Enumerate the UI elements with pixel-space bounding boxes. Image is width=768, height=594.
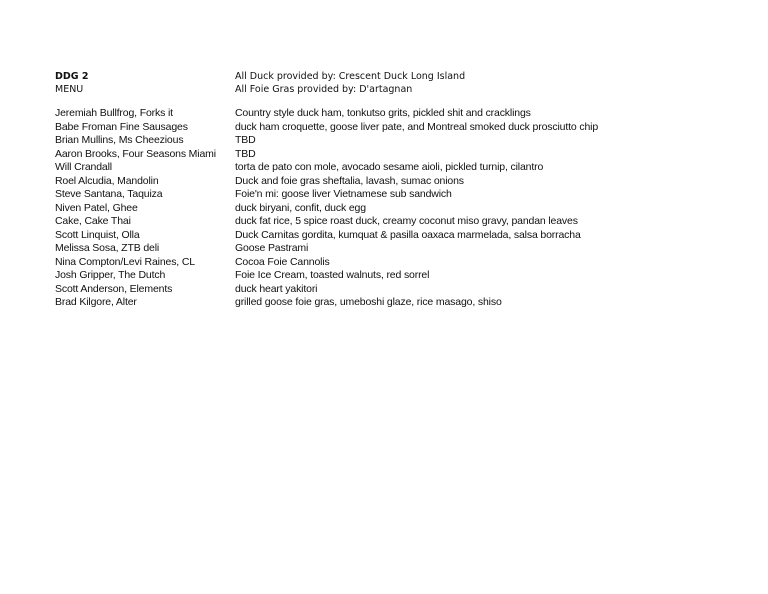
- dish-description: Cocoa Foie Cannolis: [235, 255, 330, 268]
- dish-description: Foie'n mi: goose liver Vietnamese sub sandwich: [235, 188, 452, 200]
- dish-description: torta de pato con mole, avocado sesame aioli, pickled turnip, cilantro: [235, 161, 544, 173]
- chef-name: Brian Mullins, Ms Cheezious: [55, 134, 184, 146]
- chef-name: Cake, Cake Thai: [55, 215, 131, 227]
- menu-row: [55, 107, 745, 121]
- menu-row: [55, 202, 745, 216]
- dish-description: Country style duck ham, tonkutso grits, pickled shit and cracklings: [235, 107, 531, 119]
- dish-description: duck ham croquette, goose liver pate, and Montreal smoked duck prosciutto chip: [235, 120, 599, 133]
- chef-name: Aaron Brooks, Four Seasons Miami: [55, 147, 216, 160]
- chef-name: Scott Anderson, Elements: [55, 282, 173, 295]
- chef-name: Will Crandall: [55, 161, 112, 173]
- menu-row: [55, 283, 745, 297]
- dish-description: TBD: [235, 134, 256, 146]
- chef-name: Roel Alcudia, Mandolin: [55, 174, 159, 187]
- menu-row: [55, 242, 745, 256]
- chef-name: Jeremiah Bullfrog, Forks it: [55, 107, 173, 119]
- menu-row: [55, 296, 745, 310]
- dish-description: Foie Ice Cream, toasted walnuts, red sorrel: [235, 269, 430, 281]
- menu-row: [55, 148, 745, 162]
- event-title: DDG 2: [55, 71, 89, 82]
- menu-row: [55, 121, 745, 135]
- duck-credit: All Duck provided by: Crescent Duck Long Island: [235, 71, 466, 82]
- chef-name: Nina Compton/Levi Raines, CL: [55, 255, 195, 268]
- menu-row: [55, 134, 745, 148]
- header-row-title: [55, 70, 735, 83]
- menu-subtitle: MENU: [55, 84, 84, 95]
- menu-row: [55, 175, 745, 189]
- menu-row: [55, 161, 745, 175]
- menu-row: [55, 229, 745, 243]
- chef-name: Josh Gripper, The Dutch: [55, 269, 166, 281]
- dish-description: duck heart yakitori: [235, 282, 318, 295]
- foie-credit: All Foie Gras provided by: D'artagnan: [235, 84, 413, 95]
- dish-description: duck biryani, confit, duck egg: [235, 201, 366, 214]
- dish-description: grilled goose foie gras, umeboshi glaze, rice masago, shiso: [235, 296, 502, 308]
- chef-name: Steve Santana, Taquiza: [55, 188, 163, 200]
- dish-description: TBD: [235, 147, 256, 160]
- menu-row: [55, 215, 745, 229]
- dish-description: duck fat rice, 5 spice roast duck, creamy coconut miso gravy, pandan leaves: [235, 215, 578, 227]
- document-header: [55, 70, 735, 96]
- chef-name: Melissa Sosa, ZTB deli: [55, 242, 160, 254]
- chef-name: Scott Linquist, Olla: [55, 228, 140, 241]
- dish-description: Duck Carnitas gordita, kumquat & pasilla oaxaca marmelada, salsa borracha: [235, 228, 581, 241]
- menu-row: [55, 269, 745, 283]
- menu-row: [55, 256, 745, 270]
- dish-description: Duck and foie gras sheftalia, lavash, sumac onions: [235, 174, 464, 187]
- chef-name: Brad Kilgore, Alter: [55, 296, 137, 308]
- header-row-subtitle: [55, 83, 735, 96]
- chef-name: Niven Patel, Ghee: [55, 201, 138, 214]
- menu-row: [55, 188, 745, 202]
- chef-name: Babe Froman Fine Sausages: [55, 120, 188, 133]
- menu-list: [55, 107, 745, 310]
- dish-description: Goose Pastrami: [235, 242, 309, 254]
